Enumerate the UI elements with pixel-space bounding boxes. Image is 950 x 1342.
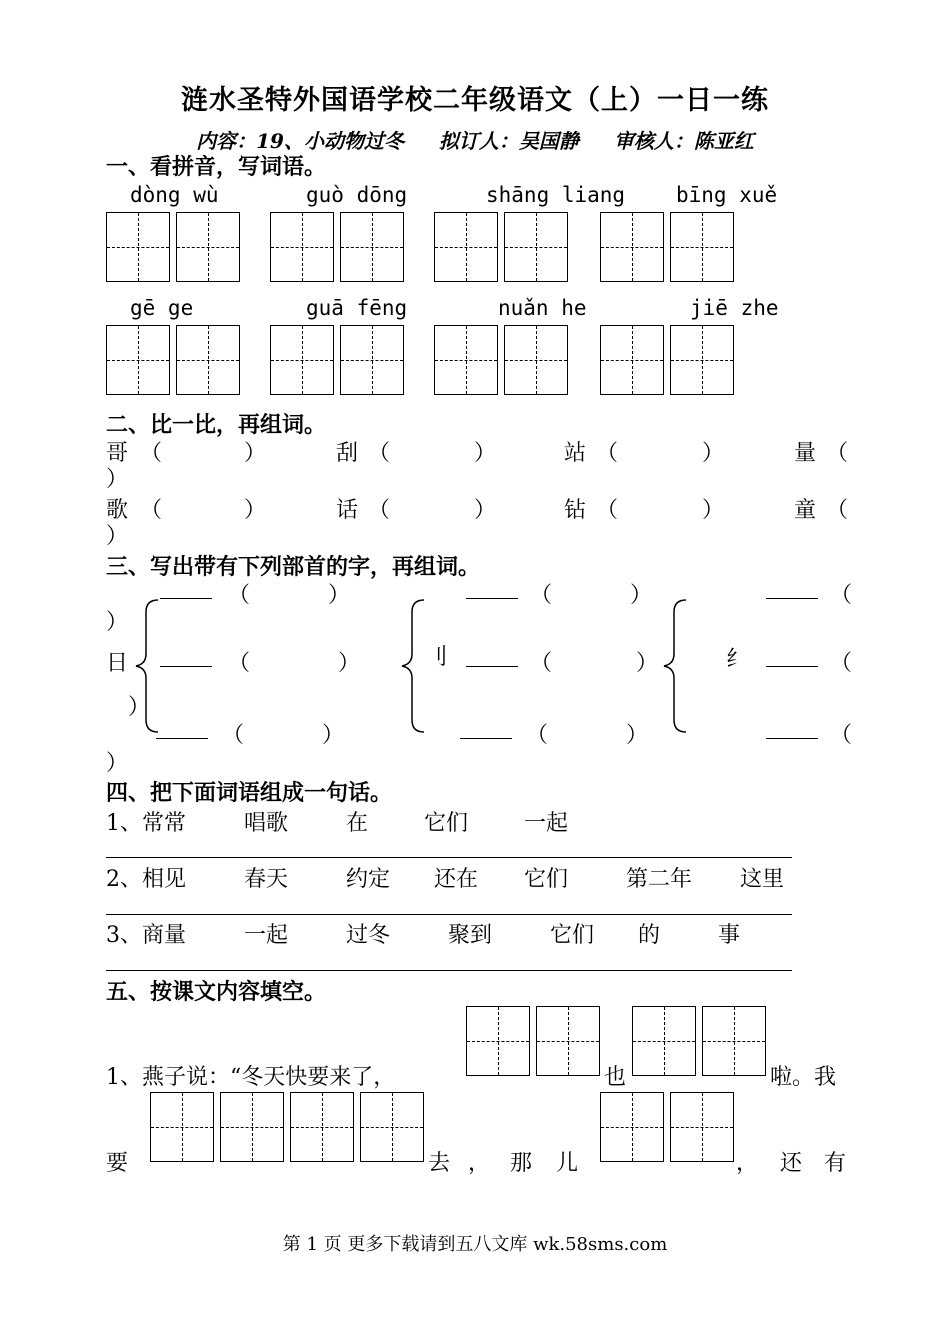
writing-grid[interactable]	[106, 325, 170, 395]
writing-grid[interactable]	[536, 1006, 600, 1076]
fill-text: ，	[468, 1151, 491, 1176]
answer-blank[interactable]	[460, 718, 512, 739]
answer-blank[interactable]	[766, 718, 818, 739]
answer-blank[interactable]	[466, 578, 518, 599]
paren-open: （	[140, 498, 163, 523]
writing-grid[interactable]	[340, 212, 404, 282]
pinyin-8: jiē zhe	[690, 296, 779, 320]
writing-grid[interactable]	[270, 212, 334, 282]
section3-heading: 三、写出带有下列部首的字，再组词。	[106, 554, 481, 580]
paren-close: ）	[338, 651, 361, 676]
pinyin-3: shāng liang	[486, 183, 626, 207]
word: 第二年	[626, 867, 693, 892]
paren-close: ）	[244, 498, 267, 523]
page-title: 涟水圣特外国语学校二年级语文（上）一日一练	[181, 85, 769, 116]
word: 过冬	[346, 923, 391, 948]
paren-close: ）	[322, 723, 345, 748]
writing-grid[interactable]	[504, 325, 568, 395]
word: 春天	[244, 867, 289, 892]
pinyin-7: nuǎn he	[498, 296, 587, 320]
paren-open: （	[530, 651, 553, 676]
pinyin-5: gē ge	[130, 296, 194, 320]
paren-open: （	[826, 441, 849, 466]
writing-grid[interactable]	[670, 1092, 734, 1162]
word: 约定	[346, 867, 391, 892]
paren-close: ）	[106, 610, 129, 635]
writing-grid[interactable]	[434, 325, 498, 395]
fill-text: 那	[510, 1151, 533, 1176]
writing-grid[interactable]	[466, 1006, 530, 1076]
radical-dao: 刂	[426, 645, 449, 670]
word: 事	[718, 923, 741, 948]
paren-close: ）	[474, 441, 497, 466]
paren-open: （	[530, 583, 553, 608]
word: 一起	[244, 923, 289, 948]
paren-close: ）	[626, 723, 649, 748]
section4-heading: 四、把下面词语组成一句话。	[106, 780, 393, 806]
paren-close: ）	[106, 467, 129, 492]
fill-text: 要	[106, 1151, 129, 1176]
sentence-num: 1、	[106, 811, 142, 836]
paren-close: ）	[474, 498, 497, 523]
writing-grid[interactable]	[150, 1092, 214, 1162]
word: 商量	[142, 923, 187, 948]
radical-si: 纟	[726, 647, 749, 672]
sentence-num: 3、	[106, 923, 142, 948]
writing-grid[interactable]	[176, 212, 240, 282]
compare-char: 话	[336, 498, 359, 523]
sentence-num: 2、	[106, 867, 142, 892]
compare-char: 歌	[106, 498, 129, 523]
fill-text: 去	[428, 1151, 451, 1176]
writing-grid[interactable]	[600, 212, 664, 282]
brace-icon	[660, 598, 690, 734]
pinyin-2: guò dōng	[306, 183, 408, 207]
answer-line[interactable]	[106, 970, 792, 971]
fill-text: ，	[736, 1151, 759, 1176]
brace-icon	[132, 598, 162, 734]
writing-grid[interactable]	[670, 212, 734, 282]
answer-blank[interactable]	[466, 646, 518, 667]
radical-ri: 日	[106, 651, 129, 676]
writing-grid[interactable]	[360, 1092, 424, 1162]
paren-open: （	[596, 441, 619, 466]
word: 的	[638, 923, 661, 948]
section1-heading: 一、看拼音，写词语。	[106, 154, 327, 180]
author-label: 拟订人：吴国静	[438, 129, 579, 153]
writing-grid[interactable]	[106, 212, 170, 282]
paren-open: （	[830, 651, 853, 676]
writing-grid[interactable]	[434, 212, 498, 282]
word: 在	[346, 811, 369, 836]
page-footer: 第 1 页 更多下载请到五八文库 wk.58sms.com	[282, 1234, 668, 1255]
answer-line[interactable]	[106, 914, 792, 915]
writing-grid[interactable]	[340, 325, 404, 395]
paren-close: ）	[106, 524, 129, 549]
paren-close: ）	[128, 695, 151, 720]
compare-char: 童	[794, 498, 817, 523]
paren-close: ）	[636, 651, 659, 676]
fill-text: 也	[604, 1065, 627, 1090]
paren-close: ）	[106, 751, 129, 776]
compare-char: 哥	[106, 441, 129, 466]
answer-blank[interactable]	[766, 578, 818, 599]
paren-close: ）	[702, 498, 725, 523]
writing-grid[interactable]	[504, 212, 568, 282]
writing-grid[interactable]	[702, 1006, 766, 1076]
word: 常常	[142, 811, 187, 836]
word: 这里	[740, 867, 785, 892]
paren-open: （	[368, 441, 391, 466]
word: 它们	[524, 867, 569, 892]
paren-close: ）	[244, 441, 267, 466]
compare-char: 钻	[564, 498, 587, 523]
paren-open: （	[228, 651, 251, 676]
brace-icon	[398, 598, 428, 734]
reviewer-label: 审核人：陈亚红	[613, 129, 754, 153]
compare-char: 站	[564, 441, 587, 466]
paren-open: （	[140, 441, 163, 466]
word: 还在	[434, 867, 479, 892]
paren-close: ）	[702, 441, 725, 466]
writing-grid[interactable]	[270, 325, 334, 395]
paren-open: （	[368, 498, 391, 523]
compare-char: 量	[794, 441, 817, 466]
section5-heading: 五、按课文内容填空。	[106, 979, 327, 1005]
answer-blank[interactable]	[160, 646, 212, 667]
paren-open: （	[596, 498, 619, 523]
answer-line[interactable]	[106, 857, 792, 858]
paren-open: （	[228, 583, 251, 608]
fill-text: 1、燕子说：“冬天快要来了，	[106, 1065, 396, 1090]
pinyin-4: bīng xuě	[676, 183, 778, 207]
word: 唱歌	[244, 811, 289, 836]
paren-open: （	[830, 583, 853, 608]
writing-grid[interactable]	[290, 1092, 354, 1162]
paren-close: ）	[630, 583, 653, 608]
fill-text: 啦。我	[770, 1065, 837, 1090]
section2-heading: 二、比一比，再组词。	[106, 412, 327, 438]
answer-blank[interactable]	[766, 646, 818, 667]
word: 它们	[550, 923, 595, 948]
word: 它们	[424, 811, 469, 836]
pinyin-1: dòng wù	[130, 183, 219, 207]
writing-grid[interactable]	[670, 325, 734, 395]
paren-open: （	[526, 723, 549, 748]
word: 相见	[142, 867, 187, 892]
paren-close: ）	[328, 583, 351, 608]
writing-grid[interactable]	[632, 1006, 696, 1076]
compare-char: 刮	[336, 441, 359, 466]
fill-text: 儿	[556, 1151, 579, 1176]
writing-grid[interactable]	[600, 325, 664, 395]
word: 一起	[524, 811, 569, 836]
fill-text: 有	[824, 1151, 847, 1176]
paren-open: （	[830, 723, 853, 748]
writing-grid[interactable]	[600, 1092, 664, 1162]
paren-open: （	[222, 723, 245, 748]
writing-grid[interactable]	[176, 325, 240, 395]
paren-open: （	[826, 498, 849, 523]
answer-blank[interactable]	[160, 578, 212, 599]
content-label: 内容：19、小动物过冬	[196, 129, 404, 153]
writing-grid[interactable]	[220, 1092, 284, 1162]
pinyin-6: guā fēng	[306, 296, 408, 320]
answer-blank[interactable]	[156, 718, 208, 739]
fill-text: 还	[780, 1151, 803, 1176]
word: 聚到	[448, 923, 493, 948]
